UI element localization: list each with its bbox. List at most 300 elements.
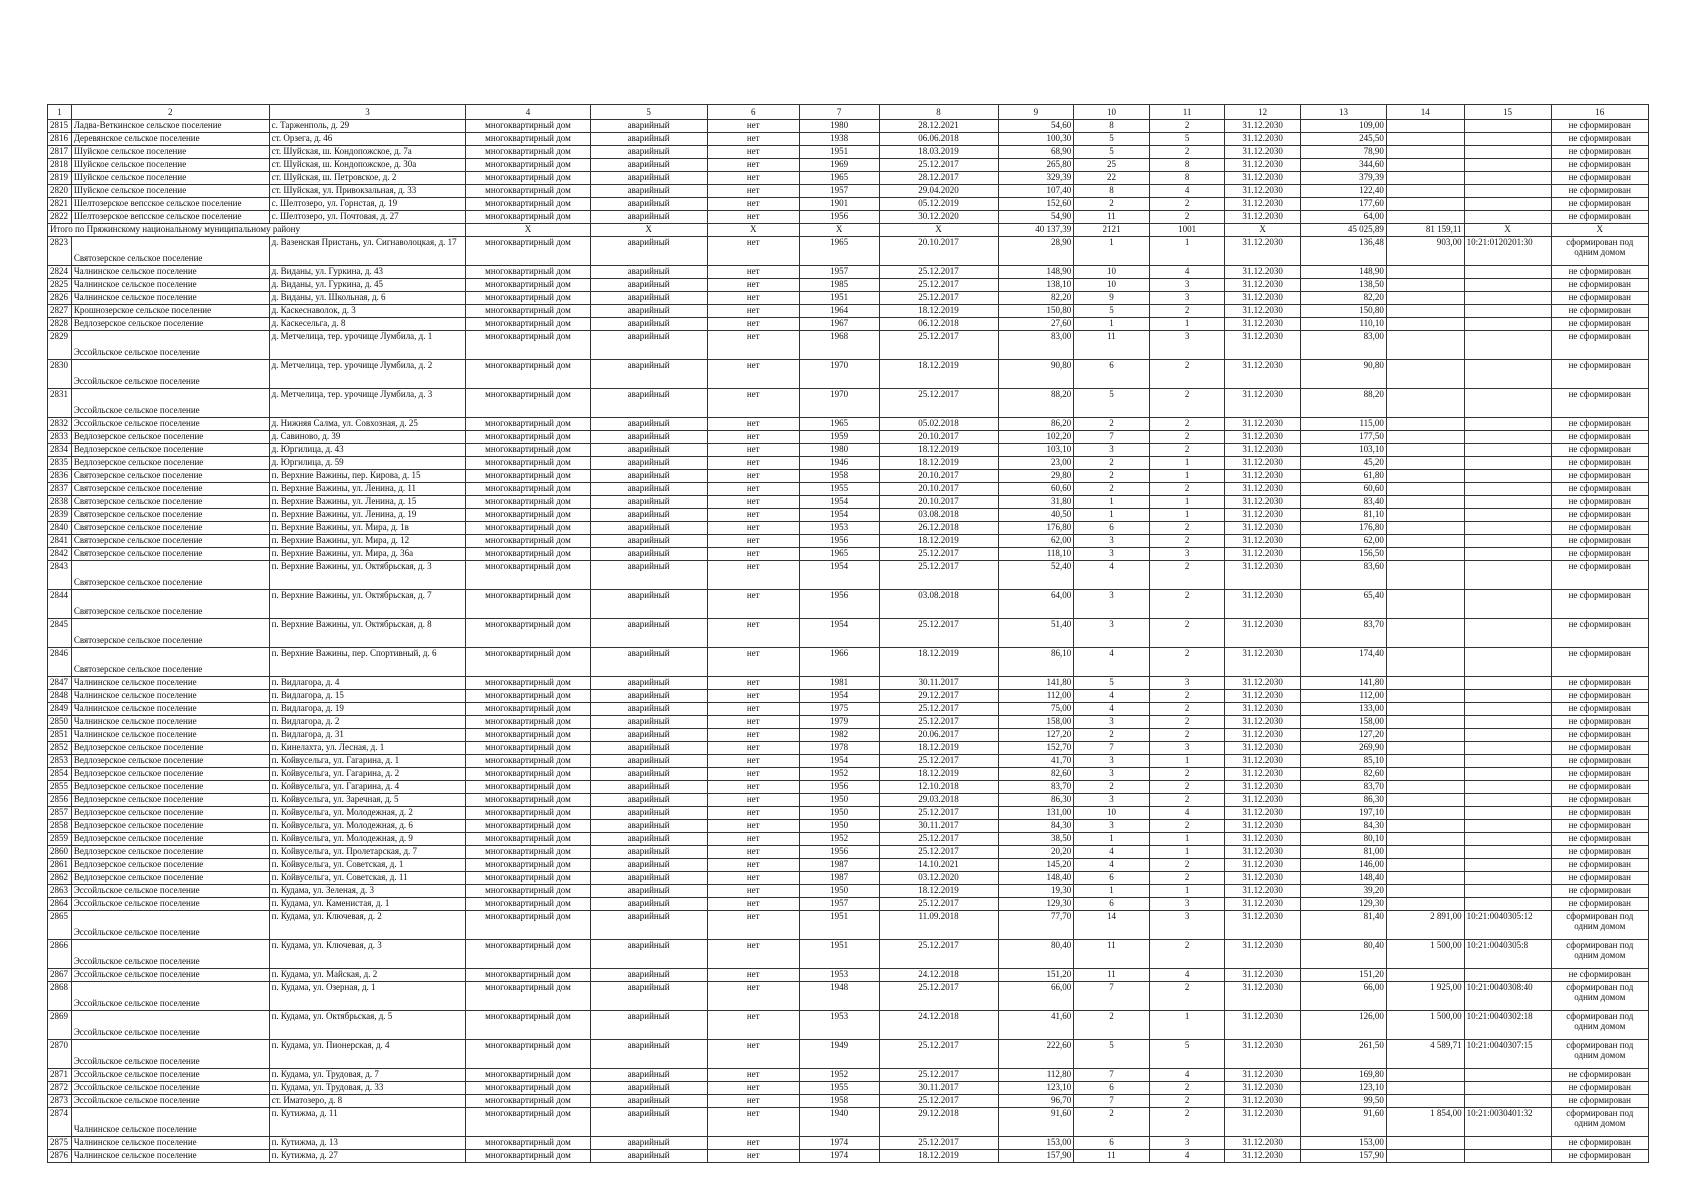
header-row <box>48 105 1649 120</box>
area: 148,90 <box>998 266 1074 279</box>
row-number: 2852 <box>48 742 72 755</box>
row-number: 2831 <box>48 389 72 418</box>
status-flag: нет <box>707 1095 799 1108</box>
total-area: 123,10 <box>1300 1082 1386 1095</box>
table-row <box>48 703 1649 716</box>
total-area: 83,70 <box>1300 781 1386 794</box>
apartments: 1 <box>1149 470 1225 483</box>
table-row <box>48 1011 1649 1040</box>
address: п. Кудама, ул. Ключевая, д. 3 <box>269 940 466 969</box>
area: 145,20 <box>998 859 1074 872</box>
status-flag: нет <box>707 211 799 224</box>
status-flag: нет <box>707 279 799 292</box>
condition: аварийный <box>590 389 707 418</box>
total-area: 127,20 <box>1300 729 1386 742</box>
status-flag: нет <box>707 885 799 898</box>
total-area: 65,40 <box>1300 590 1386 619</box>
deadline: 31.12.2030 <box>1225 159 1301 172</box>
residents: 1 <box>1074 318 1150 331</box>
emergency-date: 05.12.2019 <box>879 198 998 211</box>
deadline: 31.12.2030 <box>1225 444 1301 457</box>
cadastral-number <box>1464 331 1551 360</box>
cadastral-number <box>1464 389 1551 418</box>
status-flag: нет <box>707 794 799 807</box>
build-year: 1981 <box>799 677 879 690</box>
deadline: 31.12.2030 <box>1225 833 1301 846</box>
column-header-2: 2 <box>71 105 269 120</box>
condition: аварийный <box>590 535 707 548</box>
total-status-flag: X <box>707 224 799 237</box>
area: 75,00 <box>998 703 1074 716</box>
address: п. Кутижма, д. 13 <box>269 1137 466 1150</box>
address: п. Койвусельга, ул. Гагарина, д. 4 <box>269 781 466 794</box>
condition: аварийный <box>590 859 707 872</box>
emergency-date: 20.10.2017 <box>879 496 998 509</box>
build-year: 1975 <box>799 703 879 716</box>
status-flag: нет <box>707 898 799 911</box>
condition: аварийный <box>590 561 707 590</box>
residents: 5 <box>1074 305 1150 318</box>
address: п. Койвусельга, ул. Советская, д. 1 <box>269 859 466 872</box>
land-status: не сформирован <box>1551 781 1648 794</box>
status-flag: нет <box>707 305 799 318</box>
status-flag: нет <box>707 911 799 940</box>
total-area: 45,20 <box>1300 457 1386 470</box>
condition: аварийный <box>590 703 707 716</box>
house-type: многоквартирный дом <box>466 898 590 911</box>
land-area <box>1386 898 1464 911</box>
residents: 3 <box>1074 768 1150 781</box>
land-status: не сформирован <box>1551 768 1648 781</box>
land-status: не сформирован <box>1551 198 1648 211</box>
table-row <box>48 590 1649 619</box>
total-area: 83,60 <box>1300 561 1386 590</box>
row-number: 2873 <box>48 1095 72 1108</box>
area: 176,80 <box>998 522 1074 535</box>
column-header-1: 1 <box>48 105 72 120</box>
total-area: 126,00 <box>1300 1011 1386 1040</box>
apartments: 8 <box>1149 159 1225 172</box>
emergency-date: 25.12.2017 <box>879 389 998 418</box>
residents: 5 <box>1074 133 1150 146</box>
status-flag: нет <box>707 522 799 535</box>
emergency-date: 25.12.2017 <box>879 833 998 846</box>
condition: аварийный <box>590 940 707 969</box>
address: ст. Орзега, д. 46 <box>269 133 466 146</box>
table-row <box>48 885 1649 898</box>
emergency-date: 05.02.2018 <box>879 418 998 431</box>
settlement: Чалнинское сельское поселение <box>71 729 269 742</box>
row-number: 2834 <box>48 444 72 457</box>
address: д. Вазенская Пристань, ул. Сигнаволоцкая, д. 17 <box>269 237 466 266</box>
land-area <box>1386 1095 1464 1108</box>
land-area <box>1386 619 1464 648</box>
deadline: 31.12.2030 <box>1225 729 1301 742</box>
address: п. Верхние Важины, ул. Октябрьская, д. 8 <box>269 619 466 648</box>
total-area: 129,30 <box>1300 898 1386 911</box>
residents: 3 <box>1074 535 1150 548</box>
apartments: 1 <box>1149 318 1225 331</box>
settlement: Эссойльское сельское поселение <box>71 418 269 431</box>
column-header-3: 3 <box>269 105 466 120</box>
deadline: 31.12.2030 <box>1225 389 1301 418</box>
house-type: многоквартирный дом <box>466 716 590 729</box>
total-land-status: X <box>1551 224 1648 237</box>
condition: аварийный <box>590 969 707 982</box>
land-area <box>1386 1150 1464 1163</box>
build-year: 1938 <box>799 133 879 146</box>
table-row <box>48 496 1649 509</box>
cadastral-number <box>1464 496 1551 509</box>
table-row <box>48 781 1649 794</box>
build-year: 1985 <box>799 279 879 292</box>
build-year: 1953 <box>799 522 879 535</box>
land-area <box>1386 331 1464 360</box>
deadline: 31.12.2030 <box>1225 172 1301 185</box>
house-type: многоквартирный дом <box>466 1108 590 1137</box>
table-row <box>48 211 1649 224</box>
total-area: 39,20 <box>1300 885 1386 898</box>
house-type: многоквартирный дом <box>466 535 590 548</box>
total-label: Итого по Пряжинскому национальному муниципальному району <box>48 224 466 237</box>
apartments: 1 <box>1149 833 1225 846</box>
residents: 1 <box>1074 237 1150 266</box>
residents: 5 <box>1074 146 1150 159</box>
build-year: 1970 <box>799 360 879 389</box>
total-area: 80,10 <box>1300 833 1386 846</box>
build-year: 1979 <box>799 716 879 729</box>
status-flag: нет <box>707 833 799 846</box>
apartments: 2 <box>1149 820 1225 833</box>
residents: 4 <box>1074 561 1150 590</box>
build-year: 1946 <box>799 457 879 470</box>
row-number: 2854 <box>48 768 72 781</box>
cadastral-number <box>1464 146 1551 159</box>
apartments: 1 <box>1149 496 1225 509</box>
land-area <box>1386 292 1464 305</box>
land-status: сформирован под одним домом <box>1551 1040 1648 1069</box>
cadastral-number <box>1464 509 1551 522</box>
total-area: 176,80 <box>1300 522 1386 535</box>
cadastral-number <box>1464 279 1551 292</box>
apartments: 3 <box>1149 279 1225 292</box>
emergency-date: 20.06.2017 <box>879 729 998 742</box>
address: п. Кудама, ул. Трудовая, д. 33 <box>269 1082 466 1095</box>
row-number: 2839 <box>48 509 72 522</box>
land-status: не сформирован <box>1551 703 1648 716</box>
settlement: Чалнинское сельское поселение <box>71 716 269 729</box>
house-type: многоквартирный дом <box>466 470 590 483</box>
area: 51,40 <box>998 619 1074 648</box>
deadline: 31.12.2030 <box>1225 703 1301 716</box>
residents: 11 <box>1074 940 1150 969</box>
area: 222,60 <box>998 1040 1074 1069</box>
settlement: Ведлозерское сельское поселение <box>71 846 269 859</box>
apartments: 3 <box>1149 898 1225 911</box>
area: 29,80 <box>998 470 1074 483</box>
residents: 11 <box>1074 1150 1150 1163</box>
table-row <box>48 331 1649 360</box>
total-area: 40 137,39 <box>998 224 1074 237</box>
house-type: многоквартирный дом <box>466 548 590 561</box>
address: п. Верхние Важины, пер. Кирова, д. 15 <box>269 470 466 483</box>
residents: 1 <box>1074 496 1150 509</box>
status-flag: нет <box>707 820 799 833</box>
build-year: 1950 <box>799 794 879 807</box>
apartments: 2 <box>1149 982 1225 1011</box>
apartments: 2 <box>1149 1095 1225 1108</box>
cadastral-number <box>1464 483 1551 496</box>
row-number: 2830 <box>48 360 72 389</box>
address: п. Верхние Важины, ул. Ленина, д. 11 <box>269 483 466 496</box>
deadline: 31.12.2030 <box>1225 120 1301 133</box>
deadline: 31.12.2030 <box>1225 820 1301 833</box>
condition: аварийный <box>590 237 707 266</box>
land-status: не сформирован <box>1551 716 1648 729</box>
house-type: многоквартирный дом <box>466 1040 590 1069</box>
build-year: 1957 <box>799 898 879 911</box>
row-number: 2850 <box>48 716 72 729</box>
area: 54,90 <box>998 211 1074 224</box>
column-header-12: 12 <box>1225 105 1301 120</box>
house-type: многоквартирный дом <box>466 496 590 509</box>
address: п. Кудама, ул. Каменистая, д. 1 <box>269 898 466 911</box>
apartments: 1 <box>1149 885 1225 898</box>
land-status: не сформирован <box>1551 133 1648 146</box>
status-flag: нет <box>707 470 799 483</box>
build-year: 1952 <box>799 768 879 781</box>
cadastral-number <box>1464 444 1551 457</box>
row-number: 2861 <box>48 859 72 872</box>
settlement: Святозерское сельское поселение <box>71 237 269 266</box>
status-flag: нет <box>707 703 799 716</box>
row-number: 2872 <box>48 1082 72 1095</box>
total-row <box>48 224 1649 237</box>
apartments: 2 <box>1149 872 1225 885</box>
land-area <box>1386 807 1464 820</box>
residents: 11 <box>1074 331 1150 360</box>
condition: аварийный <box>590 755 707 768</box>
land-status: не сформирован <box>1551 1137 1648 1150</box>
total-house-type: X <box>466 224 590 237</box>
address: п. Видлагора, д. 15 <box>269 690 466 703</box>
area: 158,00 <box>998 716 1074 729</box>
row-number: 2860 <box>48 846 72 859</box>
deadline: 31.12.2030 <box>1225 1011 1301 1040</box>
status-flag: нет <box>707 677 799 690</box>
land-area <box>1386 1069 1464 1082</box>
address: п. Койвусельга, ул. Гагарина, д. 2 <box>269 768 466 781</box>
cadastral-number <box>1464 590 1551 619</box>
land-area <box>1386 969 1464 982</box>
deadline: 31.12.2030 <box>1225 1082 1301 1095</box>
apartments: 3 <box>1149 1137 1225 1150</box>
build-year: 1987 <box>799 859 879 872</box>
residents: 1 <box>1074 833 1150 846</box>
apartments: 2 <box>1149 690 1225 703</box>
build-year: 1965 <box>799 418 879 431</box>
land-status: не сформирован <box>1551 211 1648 224</box>
build-year: 1978 <box>799 742 879 755</box>
table-row <box>48 820 1649 833</box>
condition: аварийный <box>590 331 707 360</box>
condition: аварийный <box>590 418 707 431</box>
land-area <box>1386 872 1464 885</box>
deadline: 31.12.2030 <box>1225 755 1301 768</box>
house-type: многоквартирный дом <box>466 457 590 470</box>
settlement: Эссойльское сельское поселение <box>71 1095 269 1108</box>
settlement: Эссойльское сельское поселение <box>71 982 269 1011</box>
house-type: многоквартирный дом <box>466 483 590 496</box>
total-area: 344,60 <box>1300 159 1386 172</box>
residents: 4 <box>1074 648 1150 677</box>
total-area: 379,39 <box>1300 172 1386 185</box>
row-number: 2842 <box>48 548 72 561</box>
row-number: 2820 <box>48 185 72 198</box>
total-cadastral-number: X <box>1464 224 1551 237</box>
row-number: 2859 <box>48 833 72 846</box>
status-flag: нет <box>707 172 799 185</box>
total-area: 174,40 <box>1300 648 1386 677</box>
status-flag: нет <box>707 389 799 418</box>
row-number: 2821 <box>48 198 72 211</box>
column-header-16: 16 <box>1551 105 1648 120</box>
settlement: Святозерское сельское поселение <box>71 561 269 590</box>
emergency-date: 24.12.2018 <box>879 1011 998 1040</box>
total-area: 66,00 <box>1300 982 1386 1011</box>
settlement: Шуйское сельское поселение <box>71 159 269 172</box>
table-row <box>48 619 1649 648</box>
deadline: 31.12.2030 <box>1225 292 1301 305</box>
residents: 3 <box>1074 590 1150 619</box>
land-status: не сформирован <box>1551 522 1648 535</box>
deadline: 31.12.2030 <box>1225 982 1301 1011</box>
land-status: не сформирован <box>1551 292 1648 305</box>
deadline: 31.12.2030 <box>1225 1137 1301 1150</box>
total-area: 90,80 <box>1300 360 1386 389</box>
table-row <box>48 982 1649 1011</box>
land-status: сформирован под одним домом <box>1551 982 1648 1011</box>
build-year: 1970 <box>799 389 879 418</box>
emergency-date: 25.12.2017 <box>879 266 998 279</box>
row-number: 2857 <box>48 807 72 820</box>
land-area <box>1386 318 1464 331</box>
cadastral-number <box>1464 120 1551 133</box>
condition: аварийный <box>590 522 707 535</box>
land-area: 903,00 <box>1386 237 1464 266</box>
address: п. Кудама, ул. Зеленая, д. 3 <box>269 885 466 898</box>
settlement: Святозерское сельское поселение <box>71 522 269 535</box>
apartments: 1 <box>1149 846 1225 859</box>
apartments: 2 <box>1149 590 1225 619</box>
residents: 9 <box>1074 292 1150 305</box>
settlement: Чалнинское сельское поселение <box>71 703 269 716</box>
deadline: 31.12.2030 <box>1225 279 1301 292</box>
area: 31,80 <box>998 496 1074 509</box>
address: д. Метчелица, тер. урочище Лумбила, д. 2 <box>269 360 466 389</box>
condition: аварийный <box>590 820 707 833</box>
settlement: Шуйское сельское поселение <box>71 172 269 185</box>
house-type: многоквартирный дом <box>466 911 590 940</box>
residents: 2 <box>1074 781 1150 794</box>
area: 127,20 <box>998 729 1074 742</box>
land-status: не сформирован <box>1551 431 1648 444</box>
status-flag: нет <box>707 509 799 522</box>
address: п. Кудама, ул. Майская, д. 2 <box>269 969 466 982</box>
table-row <box>48 1069 1649 1082</box>
build-year: 1956 <box>799 846 879 859</box>
house-type: многоквартирный дом <box>466 279 590 292</box>
settlement: Эссойльское сельское поселение <box>71 1082 269 1095</box>
settlement: Ведлозерское сельское поселение <box>71 807 269 820</box>
area: 100,30 <box>998 133 1074 146</box>
table-row <box>48 940 1649 969</box>
table-row <box>48 872 1649 885</box>
deadline: 31.12.2030 <box>1225 619 1301 648</box>
settlement: Ведлозерское сельское поселение <box>71 768 269 781</box>
apartments: 4 <box>1149 266 1225 279</box>
settlement: Эссойльское сельское поселение <box>71 885 269 898</box>
cadastral-number: 10:21:0040308:40 <box>1464 982 1551 1011</box>
land-status: не сформирован <box>1551 969 1648 982</box>
status-flag: нет <box>707 561 799 590</box>
area: 83,70 <box>998 781 1074 794</box>
house-type: многоквартирный дом <box>466 159 590 172</box>
house-type: многоквартирный дом <box>466 418 590 431</box>
table-row <box>48 120 1649 133</box>
build-year: 1958 <box>799 470 879 483</box>
table-row <box>48 185 1649 198</box>
deadline: 31.12.2030 <box>1225 522 1301 535</box>
total-area: 78,90 <box>1300 146 1386 159</box>
land-area: 1 500,00 <box>1386 940 1464 969</box>
address: п. Кудама, ул. Пионерская, д. 4 <box>269 1040 466 1069</box>
total-area: 83,00 <box>1300 331 1386 360</box>
residents: 10 <box>1074 279 1150 292</box>
settlement: Шелтозерское вепсское сельское поселение <box>71 198 269 211</box>
area: 150,80 <box>998 305 1074 318</box>
address: п. Верхние Важины, ул. Мира, д. 12 <box>269 535 466 548</box>
residents: 2 <box>1074 457 1150 470</box>
condition: аварийный <box>590 198 707 211</box>
area: 112,80 <box>998 1069 1074 1082</box>
apartments: 4 <box>1149 1150 1225 1163</box>
emergency-date: 29.03.2018 <box>879 794 998 807</box>
area: 83,00 <box>998 331 1074 360</box>
apartments: 2 <box>1149 444 1225 457</box>
total-emergency-date: X <box>879 224 998 237</box>
table-row <box>48 648 1649 677</box>
address: д. Виданы, ул. Гуркина, д. 45 <box>269 279 466 292</box>
house-type: многоквартирный дом <box>466 690 590 703</box>
status-flag: нет <box>707 872 799 885</box>
status-flag: нет <box>707 146 799 159</box>
column-header-15: 15 <box>1464 105 1551 120</box>
apartments: 2 <box>1149 483 1225 496</box>
emergency-date: 20.10.2017 <box>879 470 998 483</box>
apartments: 1 <box>1149 755 1225 768</box>
land-status: не сформирован <box>1551 648 1648 677</box>
build-year: 1940 <box>799 1108 879 1137</box>
cadastral-number <box>1464 677 1551 690</box>
total-area: 83,70 <box>1300 619 1386 648</box>
land-status: не сформирован <box>1551 389 1648 418</box>
settlement: Ведлозерское сельское поселение <box>71 859 269 872</box>
settlement: Ладва-Веткинское сельское поселение <box>71 120 269 133</box>
address: д. Савиново, д. 39 <box>269 431 466 444</box>
total-apartments: 1001 <box>1149 224 1225 237</box>
row-number: 2840 <box>48 522 72 535</box>
